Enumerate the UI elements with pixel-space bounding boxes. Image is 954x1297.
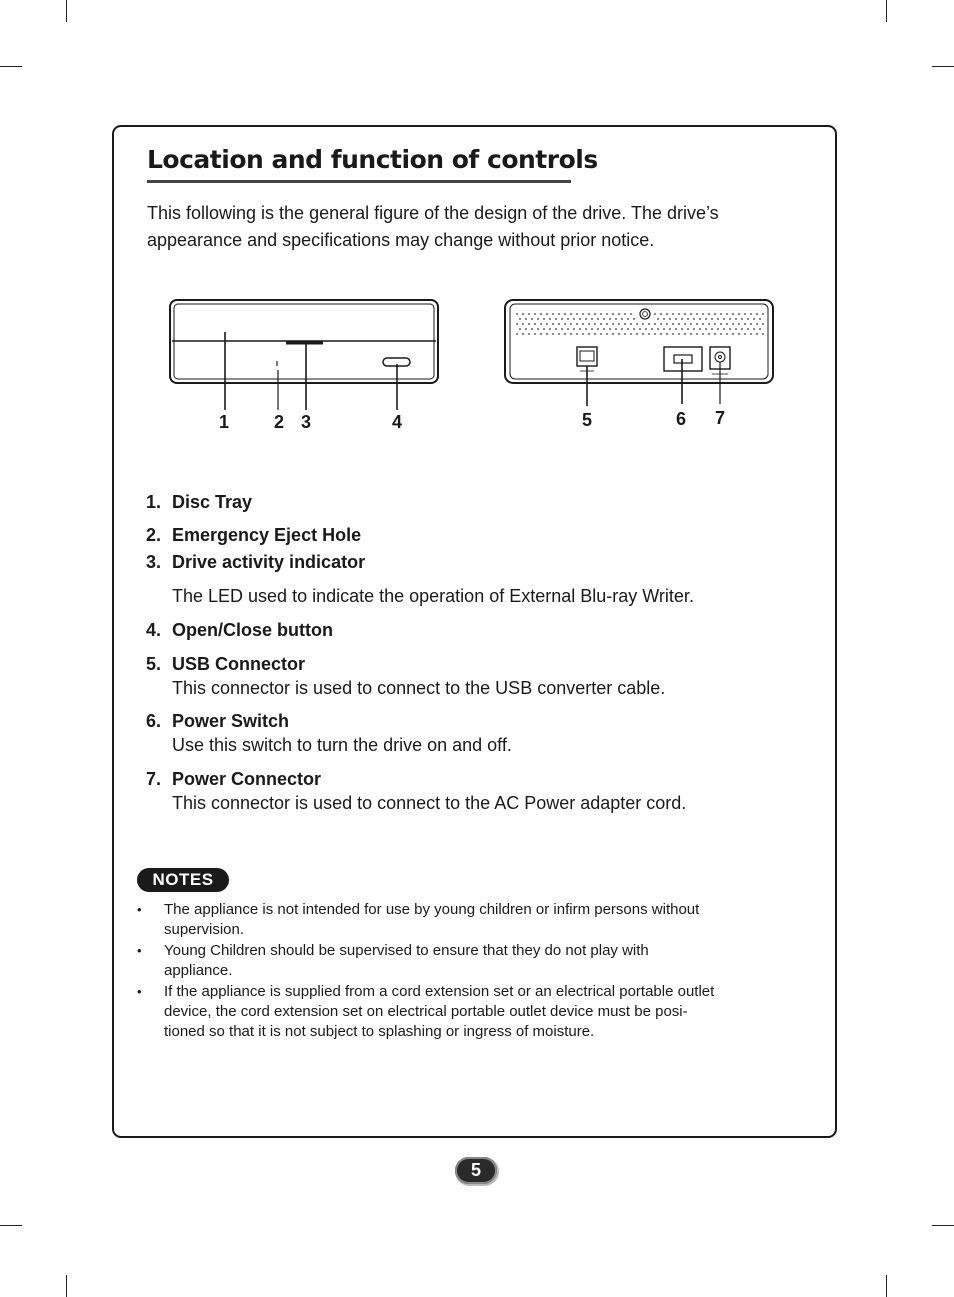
vent-dot [732,333,734,335]
vent-dot [594,313,596,315]
vent-dot [588,333,590,335]
vent-dot [630,333,632,335]
vent-dot [705,328,707,330]
vent-dot [720,333,722,335]
vent-dot [567,328,569,330]
vent-dot [528,323,530,325]
vent-dot [588,323,590,325]
note-line: The appliance is not intended for use by young children or infirm persons without [164,901,700,918]
vent-dot [747,318,749,320]
vent-dot [528,313,530,315]
vent-dot [720,323,722,325]
vent-dot [687,318,689,320]
vent-dot [717,328,719,330]
vent-dot [642,333,644,335]
vent-dot [636,333,638,335]
drive-rear-view [505,300,773,406]
vent-dot [603,318,605,320]
list-item [146,620,333,641]
vent-dot [537,328,539,330]
bullet: • [137,984,142,999]
notes-badge: NOTES [137,868,229,892]
notes-list [137,900,797,1043]
vent-dot [561,318,563,320]
vent-dot [597,318,599,320]
vent-dot [528,333,530,335]
vent-dot [726,323,728,325]
item-number: 2. [146,525,162,545]
vent-dot [669,328,671,330]
vent-dot [675,328,677,330]
vent-dot [705,318,707,320]
crop-mark [66,1275,67,1297]
vent-dot [576,333,578,335]
list-item [146,525,361,546]
vent-dot [762,323,764,325]
vent-dot [573,318,575,320]
vent-dot [699,318,701,320]
power-switch-shape [664,347,702,371]
vent-dot [654,323,656,325]
vent-dot [546,313,548,315]
intro-line: This following is the general figure of the design of the drive. The drive’s [147,203,719,223]
vent-dot [570,313,572,315]
note-line: appliance. [164,962,233,979]
vent-dot [534,333,536,335]
vent-dot [627,318,629,320]
vent-dot [540,323,542,325]
note-item [137,941,797,981]
vent-dot [585,328,587,330]
callout-5: 5 [581,410,593,430]
callout-7: 7 [714,408,726,428]
vent-dot [732,313,734,315]
vent-dot [690,323,692,325]
item-number: 1. [146,492,162,512]
vent-dot [534,313,536,315]
vent-dot [531,318,533,320]
vent-dot [627,328,629,330]
vent-dot [579,328,581,330]
vent-dot [714,323,716,325]
vent-dot [672,323,674,325]
note-line: If the appliance is supplied from a cord extension set or an electrical portable outlet [164,983,715,1000]
vent-dot [756,333,758,335]
vent-dot [621,328,623,330]
vent-dot [660,323,662,325]
vent-dot [612,313,614,315]
intro-line: appearance and specifications may change without prior notice. [147,230,655,250]
vent-dot [714,333,716,335]
vent-dot [612,333,614,335]
vent-dot [681,318,683,320]
vent-dot [723,328,725,330]
vent-dot [540,333,542,335]
vent-dot [516,333,518,335]
vent-dot [612,323,614,325]
vent-dot [597,328,599,330]
callout-3: 3 [300,412,312,432]
vent-dot [636,323,638,325]
vent-dot [582,333,584,335]
item-label: Emergency Eject Hole [172,525,362,545]
vent-dot [576,323,578,325]
vent-dot [567,318,569,320]
vent-dot [546,323,548,325]
vent-dot [600,323,602,325]
vent-dot [750,323,752,325]
vent-dot [588,313,590,315]
item-label: Disc Tray [172,492,253,512]
vent-dot [624,323,626,325]
crop-mark [932,1225,954,1226]
vent-dot [660,313,662,315]
vent-dot [522,323,524,325]
vent-dot [654,333,656,335]
vent-dot [675,318,677,320]
vent-dot [684,313,686,315]
vent-dot [738,323,740,325]
vent-dot [729,328,731,330]
callout-6: 6 [675,409,687,429]
vent-dot [684,323,686,325]
vent-dot [606,333,608,335]
vent-dot [543,328,545,330]
vent-dot [552,313,554,315]
item-description: This connector is used to connect to the AC Power adapter cord. [172,793,687,813]
vent-dot [702,333,704,335]
vent-dot [699,328,701,330]
vent-dot [663,328,665,330]
vent-dot [666,333,668,335]
item-number: 5. [146,654,162,674]
page-title: Location and function of controls [147,145,598,174]
vent-dot [618,313,620,315]
vent-dot [678,333,680,335]
list-item [146,552,365,573]
vent-dot [738,313,740,315]
vent-dot [621,318,623,320]
vent-dot [609,318,611,320]
vent-dot [723,318,725,320]
vent-dot [624,313,626,315]
vent-dot [711,328,713,330]
vent-dot [711,318,713,320]
vent-dot [594,323,596,325]
note-line: tioned so that it is not subject to splashing or ingress of moisture. [164,1023,595,1040]
vent-dot [558,313,560,315]
vent-dot [624,333,626,335]
item-label: Open/Close button [172,620,333,640]
vent-dot [672,333,674,335]
vent-dot [681,328,683,330]
vent-dot [750,333,752,335]
vent-dot [606,313,608,315]
vent-dot [522,313,524,315]
vent-dot [633,328,635,330]
vent-dot [618,333,620,335]
vent-dot [702,313,704,315]
vent-dot [549,328,551,330]
vent-dot [630,323,632,325]
vent-dot [630,313,632,315]
vent-dot [726,313,728,315]
note-item [137,982,797,1042]
vent-dot [717,318,719,320]
vent-dot [558,323,560,325]
vent-dot [564,323,566,325]
vent-dot [702,323,704,325]
vent-dot [600,333,602,335]
vent-dot [693,328,695,330]
vent-dot [549,318,551,320]
vent-dot [654,313,656,315]
vent-dot [531,328,533,330]
vent-dot [540,313,542,315]
vent-dot [570,323,572,325]
item-number: 3. [146,552,162,572]
drive-illustration [0,0,954,460]
list-item [146,492,252,513]
vent-dot [756,323,758,325]
vent-dot [759,328,761,330]
vent-dot [516,313,518,315]
vent-dot [714,313,716,315]
item-description: This connector is used to connect to the USB converter cable. [172,678,666,698]
vent-dot [696,323,698,325]
bullet: • [137,902,142,917]
vent-dot [642,323,644,325]
vent-dot [564,313,566,315]
vent-dot [696,313,698,315]
vent-dot [648,323,650,325]
vent-dot [666,313,668,315]
vent-dot [657,328,659,330]
vent-dot [657,318,659,320]
note-line: Young Children should be supervised to ensure that they do not play with [164,942,649,959]
vent-dot [759,318,761,320]
vent-dot [672,313,674,315]
vent-dot [687,328,689,330]
vent-dot [615,318,617,320]
vent-dot [729,318,731,320]
vent-dot [762,313,764,315]
callout-1: 1 [218,412,230,432]
vent-dot [678,313,680,315]
vent-dot [558,333,560,335]
vent-dot [669,318,671,320]
vent-dot [744,333,746,335]
vent-dot [606,323,608,325]
vent-dot [750,313,752,315]
vent-dot [708,313,710,315]
vent-dot [741,318,743,320]
vent-dot [582,313,584,315]
vent-dot [666,323,668,325]
vent-dot [522,333,524,335]
vent-dot [615,328,617,330]
vent-dot [600,313,602,315]
vent-dot [648,333,650,335]
item-number: 6. [146,711,162,731]
vent-dot [552,333,554,335]
vent-dot [639,328,641,330]
item-description: Use this switch to turn the drive on and off. [172,735,512,755]
vent-dot [618,323,620,325]
vent-dot [708,323,710,325]
vent-dot [744,313,746,315]
note-item [137,900,797,940]
vent-dot [660,333,662,335]
item-label: USB Connector [172,654,306,674]
vent-dot [543,318,545,320]
vent-dot [678,323,680,325]
vent-dot [603,328,605,330]
note-line: supervision. [164,921,245,938]
vent-dot [537,318,539,320]
vent-dot [696,333,698,335]
list-item [146,769,321,790]
vent-dot [555,318,557,320]
item-label: Drive activity indicator [172,552,366,572]
vent-dot [735,318,737,320]
bullet: • [137,943,142,958]
vent-dot [693,318,695,320]
vent-dot [708,333,710,335]
item-description: The LED used to indicate the operation of External Blu-ray Writer. [172,586,694,606]
vent-dot [738,333,740,335]
vent-dot [564,333,566,335]
vent-dot [735,328,737,330]
vent-dot [519,328,521,330]
vent-dot [651,328,653,330]
vent-dot [747,328,749,330]
vent-dot [573,328,575,330]
crop-mark [0,1225,22,1226]
vent-dot [690,313,692,315]
vent-dot [579,318,581,320]
vent-dot [525,318,527,320]
vent-dot [552,323,554,325]
item-label: Power Connector [172,769,322,789]
vent-dot [582,323,584,325]
vent-dot [633,318,635,320]
vent-dot [570,333,572,335]
vent-dot [555,328,557,330]
vent-dot [591,318,593,320]
vent-dot [756,313,758,315]
callout-4: 4 [391,412,403,432]
vent-dot [753,328,755,330]
vent-dot [753,318,755,320]
crop-mark [886,1275,887,1297]
item-number: 4. [146,620,162,640]
vent-dot [762,333,764,335]
callout-2: 2 [273,412,285,432]
vent-dot [591,328,593,330]
vent-dot [561,328,563,330]
vent-dot [525,328,527,330]
vent-dot [519,318,521,320]
item-number: 7. [146,769,162,789]
drive-front-view [170,300,438,410]
vent-dot [690,333,692,335]
note-line: device, the cord extension set on electrical portable outlet device must be posi- [164,1003,688,1020]
vent-dot [594,333,596,335]
vent-dot [720,313,722,315]
vent-dot [744,323,746,325]
vent-dot [585,318,587,320]
vent-dot [534,323,536,325]
vent-dot [684,333,686,335]
vent-dot [546,333,548,335]
vent-dot [576,313,578,315]
vent-dot [609,328,611,330]
vent-dot [516,323,518,325]
vent-dot [732,323,734,325]
list-item [146,654,305,675]
vent-dot [645,328,647,330]
page-number: 5 [455,1157,497,1184]
vent-dot [663,318,665,320]
vent-dot [726,333,728,335]
list-item [146,711,289,732]
item-label: Power Switch [172,711,290,731]
vent-dot [741,328,743,330]
